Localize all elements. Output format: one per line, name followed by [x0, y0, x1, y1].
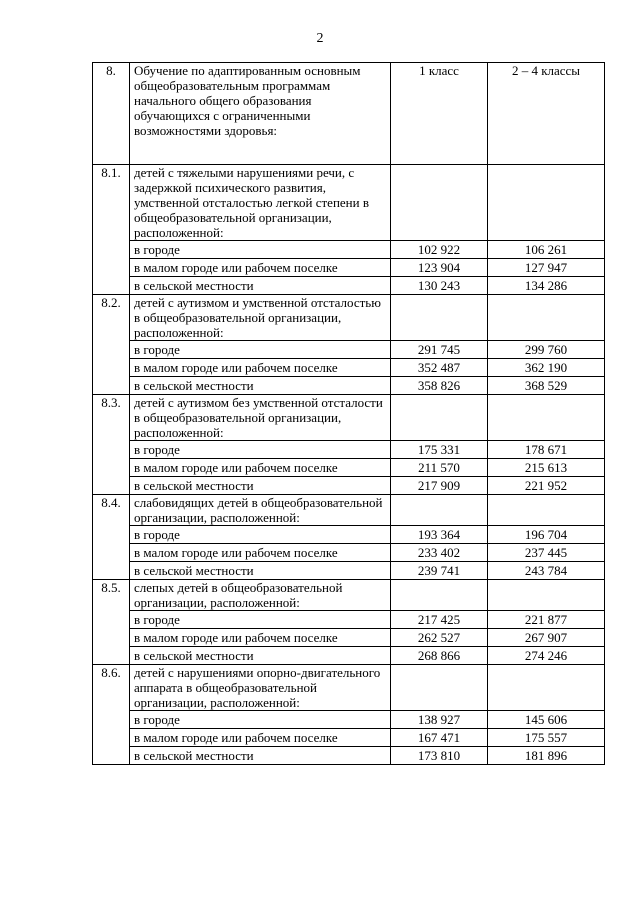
value-grades-2-4: 215 613: [488, 459, 605, 477]
location-label: в малом городе или рабочем поселке: [130, 259, 391, 277]
value-grades-2-4: 237 445: [488, 544, 605, 562]
section-number: 8.4.: [93, 495, 130, 580]
value-grades-2-4: 178 671: [488, 441, 605, 459]
table-row: [93, 359, 605, 377]
empty-cell: [391, 165, 488, 241]
table-body: [93, 63, 605, 765]
section-title-row: [93, 165, 605, 241]
value-grade-1: 130 243: [391, 277, 488, 295]
value-grade-1: 358 826: [391, 377, 488, 395]
table-header-row: [93, 63, 605, 165]
value-grade-1: 239 741: [391, 562, 488, 580]
value-grade-1: 268 866: [391, 647, 488, 665]
section-number: 8.2.: [93, 295, 130, 395]
empty-cell: [488, 395, 605, 441]
section-title: детей с аутизмом без умственной отсталости в общеобразовательной организации, расположенной:: [130, 395, 391, 441]
location-label: в малом городе или рабочем поселке: [130, 729, 391, 747]
section-title: слепых детей в общеобразовательной организации, расположенной:: [130, 580, 391, 611]
value-grades-2-4: 196 704: [488, 526, 605, 544]
location-label: в городе: [130, 711, 391, 729]
location-label: в малом городе или рабочем поселке: [130, 629, 391, 647]
section-title-row: [93, 580, 605, 611]
location-label: в сельской местности: [130, 647, 391, 665]
location-label: в городе: [130, 526, 391, 544]
empty-cell: [391, 395, 488, 441]
section-number: 8.1.: [93, 165, 130, 295]
table-row: [93, 544, 605, 562]
table-row: [93, 441, 605, 459]
value-grades-2-4: 274 246: [488, 647, 605, 665]
location-label: в малом городе или рабочем поселке: [130, 359, 391, 377]
section-title-row: [93, 395, 605, 441]
section-title-row: [93, 495, 605, 526]
column-header-grade-1: 1 класс: [391, 63, 488, 165]
table-row: [93, 277, 605, 295]
cost-table: [92, 62, 605, 765]
page-number: 2: [316, 31, 324, 46]
section-title: детей с тяжелыми нарушениями речи, с задержкой психического развития, умственной отсталостью легкой степени в общеобразовательной организации, расположенной:: [130, 165, 391, 241]
value-grades-2-4: 175 557: [488, 729, 605, 747]
table-row: [93, 562, 605, 580]
value-grade-1: 173 810: [391, 747, 488, 765]
empty-cell: [488, 495, 605, 526]
empty-cell: [488, 165, 605, 241]
value-grades-2-4: 267 907: [488, 629, 605, 647]
value-grades-2-4: 362 190: [488, 359, 605, 377]
value-grade-1: 217 425: [391, 611, 488, 629]
table-row: [93, 729, 605, 747]
section-title: слабовидящих детей в общеобразовательной организации, расположенной:: [130, 495, 391, 526]
table-row: [93, 526, 605, 544]
value-grade-1: 211 570: [391, 459, 488, 477]
empty-cell: [488, 665, 605, 711]
value-grades-2-4: 243 784: [488, 562, 605, 580]
empty-cell: [391, 495, 488, 526]
table-row: [93, 629, 605, 647]
value-grade-1: 352 487: [391, 359, 488, 377]
table-row: [93, 611, 605, 629]
empty-cell: [391, 665, 488, 711]
empty-cell: [391, 580, 488, 611]
value-grade-1: 102 922: [391, 241, 488, 259]
value-grades-2-4: 221 877: [488, 611, 605, 629]
location-label: в сельской местности: [130, 377, 391, 395]
location-label: в городе: [130, 341, 391, 359]
value-grade-1: 193 364: [391, 526, 488, 544]
value-grades-2-4: 368 529: [488, 377, 605, 395]
section-title-row: [93, 665, 605, 711]
value-grades-2-4: 299 760: [488, 341, 605, 359]
value-grade-1: 233 402: [391, 544, 488, 562]
location-label: в сельской местности: [130, 277, 391, 295]
section-number: 8.5.: [93, 580, 130, 665]
row-title: Обучение по адаптированным основным общеобразовательным программам начального общего образования обучающихся с ограниченными возможностями здоровья:: [130, 63, 391, 165]
location-label: в сельской местности: [130, 562, 391, 580]
value-grades-2-4: 221 952: [488, 477, 605, 495]
row-number: 8.: [93, 63, 130, 165]
value-grade-1: 262 527: [391, 629, 488, 647]
value-grades-2-4: 134 286: [488, 277, 605, 295]
empty-cell: [391, 295, 488, 341]
section-title: детей с аутизмом и умственной отсталостью в общеобразовательной организации, расположенной:: [130, 295, 391, 341]
value-grade-1: 167 471: [391, 729, 488, 747]
value-grades-2-4: 145 606: [488, 711, 605, 729]
column-header-grades-2-4: 2 – 4 классы: [488, 63, 605, 165]
location-label: в городе: [130, 441, 391, 459]
location-label: в малом городе или рабочем поселке: [130, 459, 391, 477]
table-row: [93, 647, 605, 665]
section-title: детей с нарушениями опорно-двигательного аппарата в общеобразовательной организации, расположенной:: [130, 665, 391, 711]
empty-cell: [488, 580, 605, 611]
empty-cell: [488, 295, 605, 341]
value-grade-1: 217 909: [391, 477, 488, 495]
value-grades-2-4: 181 896: [488, 747, 605, 765]
section-number: 8.6.: [93, 665, 130, 765]
value-grades-2-4: 127 947: [488, 259, 605, 277]
table-row: [93, 747, 605, 765]
value-grade-1: 138 927: [391, 711, 488, 729]
location-label: в городе: [130, 241, 391, 259]
value-grades-2-4: 106 261: [488, 241, 605, 259]
section-number: 8.3.: [93, 395, 130, 495]
location-label: в городе: [130, 611, 391, 629]
location-label: в сельской местности: [130, 477, 391, 495]
location-label: в сельской местности: [130, 747, 391, 765]
table-row: [93, 341, 605, 359]
table-row: [93, 711, 605, 729]
value-grade-1: 175 331: [391, 441, 488, 459]
value-grade-1: 123 904: [391, 259, 488, 277]
table-row: [93, 241, 605, 259]
location-label: в малом городе или рабочем поселке: [130, 544, 391, 562]
table-row: [93, 459, 605, 477]
section-title-row: [93, 295, 605, 341]
table-row: [93, 259, 605, 277]
value-grade-1: 291 745: [391, 341, 488, 359]
table-row: [93, 477, 605, 495]
table-row: [93, 377, 605, 395]
